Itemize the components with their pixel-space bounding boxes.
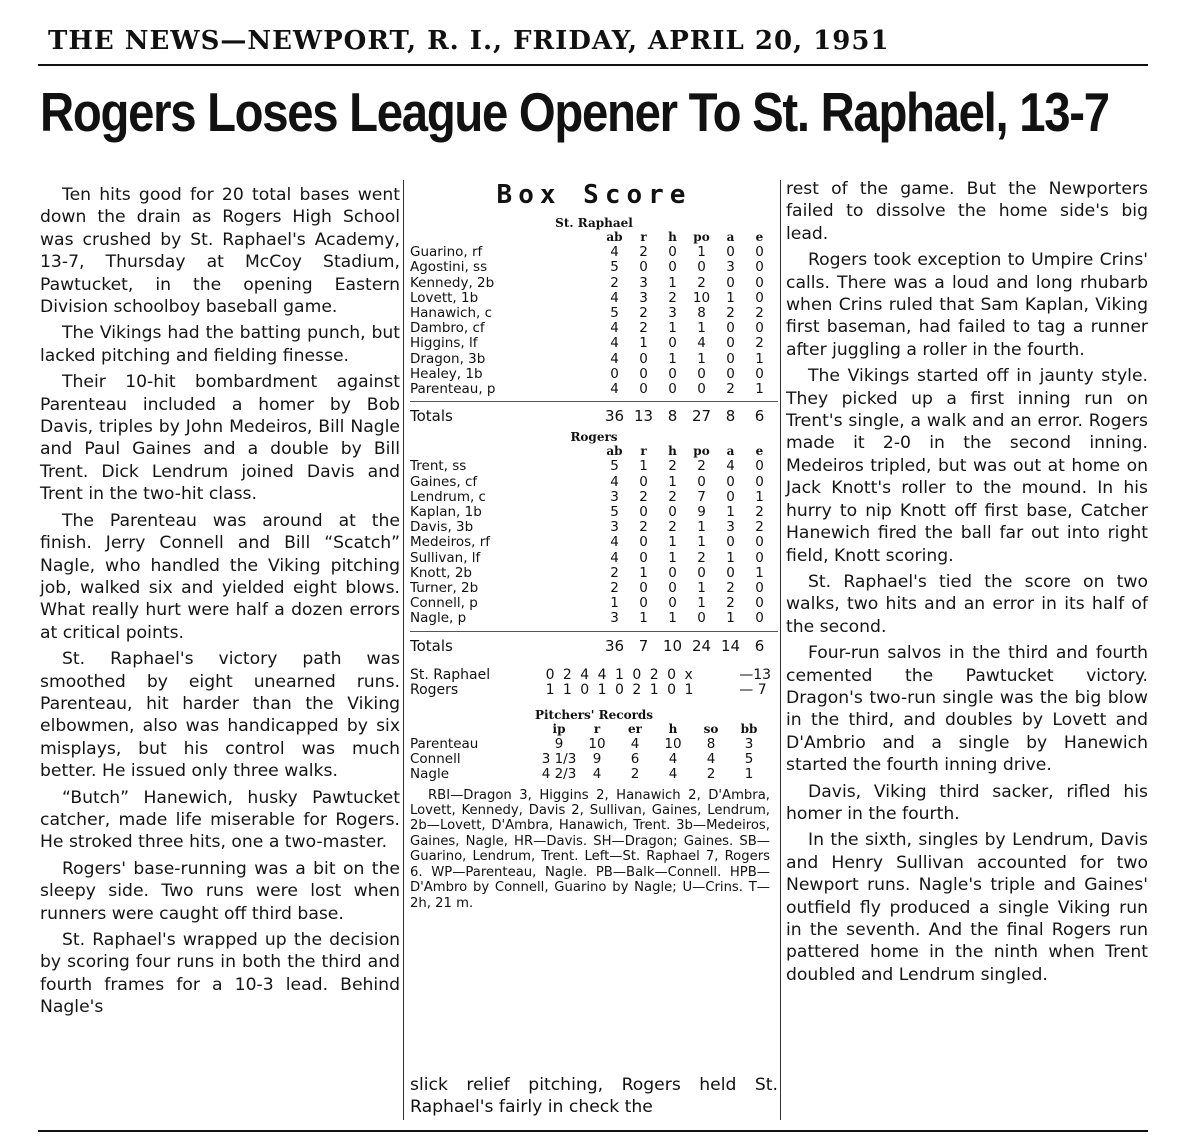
headline: Rogers Loses League Opener To St. Raphael, 13-7	[40, 81, 1109, 143]
player-stat: 1	[726, 504, 735, 521]
totals-stat: 10	[662, 636, 683, 655]
left-paragraph: St. Raphael's wrapped up the decision by scoring four runs in both the third and fourth frames for a 10-3 lead. Behind Nagle's	[40, 930, 400, 1018]
totals-rule	[410, 401, 778, 402]
line-score-team: St. Raphael	[410, 666, 491, 683]
pitcher-stat: 10	[588, 735, 606, 752]
pitcher-row	[410, 767, 778, 782]
player-name: Kaplan, 1b	[410, 504, 482, 521]
player-stat: 4	[697, 335, 706, 352]
player-stat: 0	[668, 244, 677, 261]
player-row	[410, 306, 778, 321]
player-stat: 2	[697, 458, 706, 475]
player-stat: 0	[639, 549, 648, 566]
middle-column-text: slick relief pitching, Rogers held St. Raphael's fairly in check the	[410, 1075, 778, 1118]
left-paragraph: Rogers' base-running was a bit on the sleepy side. Two runs were lost when runners were caught off third base.	[40, 858, 400, 924]
player-stat: 3	[610, 610, 619, 627]
player-name: Parenteau, p	[410, 381, 496, 398]
player-stat: 5	[610, 458, 619, 475]
right-paragraph: rest of the game. But the Newporters failed to dissolve the home side's big lead.	[786, 179, 1148, 244]
pitcher-stat-header: er	[628, 721, 642, 736]
player-stat: 7	[697, 488, 706, 505]
pitcher-stat: 4	[668, 765, 678, 782]
player-row	[410, 596, 778, 611]
box-score-summary: RBI—Dragon 3, Higgins 2, Hanawich 2, D'Ambra, Lovett, Kennedy, Davis 2, Sullivan, Gaines, Lendrum, 2b—Lovett, D'Ambra, Hanawich, Trent. 3b—Medeiros, Gaines, Nagle, HR—Davis. SH—Dragon; Gaines. SB—Guarino, Lendrum, Trent. Left—St. Raphael 7, Rogers 6. WP—Parenteau, Nagle. PB—Balk—Connell. HPB—D'Ambro by Connell, Guarino by Nagle; U—Crins. T—2h, 21 m.	[410, 787, 770, 911]
player-stat: 0	[726, 274, 735, 291]
player-row	[410, 336, 778, 351]
player-stat: 2	[668, 488, 677, 505]
player-stat: 0	[697, 564, 706, 581]
player-stat: 2	[726, 381, 735, 398]
player-name: Medeiros, rf	[410, 534, 491, 551]
player-stat: 4	[610, 289, 619, 306]
player-stat: 4	[726, 458, 735, 475]
player-stat: 1	[697, 519, 706, 536]
player-stat: 0	[726, 488, 735, 505]
player-stat: 0	[755, 274, 764, 291]
pitcher-stat-header: ip	[552, 721, 566, 736]
player-stat: 1	[726, 610, 735, 627]
stat-header-spacer	[410, 444, 600, 459]
player-stat: 0	[668, 259, 677, 276]
player-row	[410, 490, 778, 505]
player-stat: 2	[639, 320, 648, 337]
player-stat: 1	[697, 595, 706, 612]
player-stat: 2	[726, 595, 735, 612]
stat-header: a	[726, 230, 735, 244]
player-row	[410, 505, 778, 520]
player-stat: 4	[610, 549, 619, 566]
player-stat: 0	[697, 473, 706, 490]
player-row	[410, 566, 778, 581]
player-name: Higgins, lf	[410, 335, 478, 352]
line-score-innings: 1 1 0 1 0 2 1 0 1	[545, 681, 696, 698]
pitcher-stat: 9	[554, 735, 564, 752]
player-row	[410, 352, 778, 367]
totals-stat: 7	[638, 636, 649, 655]
player-row	[410, 475, 778, 490]
pitcher-stat: 8	[706, 735, 716, 752]
stat-header: h	[668, 230, 677, 244]
player-stat: 0	[755, 458, 764, 475]
player-stat: 1	[726, 289, 735, 306]
player-stat: 1	[668, 274, 677, 291]
player-stat: 0	[755, 610, 764, 627]
pitcher-stat: 4	[592, 765, 602, 782]
player-stat: 0	[726, 350, 735, 367]
player-row	[410, 367, 778, 382]
left-paragraph: The Vikings had the batting punch, but lacked pitching and fielding finesse.	[40, 323, 400, 366]
player-stat: 0	[697, 365, 706, 382]
player-stat: 8	[697, 305, 706, 322]
player-stat: 0	[639, 504, 648, 521]
pitcher-stat: 4	[630, 735, 640, 752]
player-stat: 0	[639, 365, 648, 382]
right-paragraph: Four-run salvos in the third and fourth cemented the Pawtucket victory. Dragon's two-run single was the big blow in the third, and doubles by Lovett and D'Ambrio and a single by Hanewich started the fourth inning drive.	[786, 643, 1148, 776]
player-row	[410, 245, 778, 260]
player-stat: 0	[755, 473, 764, 490]
pitcher-row	[410, 752, 778, 767]
player-stat: 0	[726, 335, 735, 352]
line-score-innings: 0 2 4 4 1 0 2 0 x	[545, 666, 695, 683]
player-stat: 1	[610, 595, 619, 612]
pitcher-stat: 1	[744, 765, 754, 782]
player-stat: 0	[668, 595, 677, 612]
left-paragraph: Ten hits good for 20 total bases went down the drain as Rogers High School was crushed by St. Raphael's Academy, 13-7, Thursday at McCoy Stadium, Pawtucket, in the opening Eastern Division schoolboy baseball game.	[40, 185, 400, 318]
pitcher-stat: 5	[744, 750, 754, 767]
team-name: Rogers	[570, 430, 618, 445]
player-stat: 2	[668, 289, 677, 306]
left-paragraph: St. Raphael's victory path was smoothed by eight unearned runs. Parenteau, hit harder than the Viking elbowmen, also was handicapped by six misplays, but his control was much better. He issued only three walks.	[40, 649, 400, 782]
totals-stat: 24	[691, 636, 712, 655]
stat-header-row	[410, 230, 778, 245]
player-stat: 2	[639, 488, 648, 505]
player-stat: 0	[697, 610, 706, 627]
pitcher-stat: 3	[744, 735, 754, 752]
totals-stat: 14	[720, 636, 741, 655]
player-row	[410, 611, 778, 626]
pitcher-stat: 2	[706, 765, 716, 782]
pitcher-stat: 4	[706, 750, 716, 767]
player-stat: 2	[755, 519, 764, 536]
player-stat: 2	[755, 305, 764, 322]
player-row	[410, 535, 778, 550]
totals-stat: 8	[725, 407, 736, 426]
player-name: Dambro, cf	[410, 320, 485, 337]
player-stat: 5	[610, 504, 619, 521]
player-stat: 4	[610, 473, 619, 490]
totals-label: Totals	[410, 407, 453, 426]
box-score-teams	[410, 216, 778, 658]
left-column	[40, 184, 400, 1023]
line-score	[410, 668, 778, 698]
pitcher-header-spacer	[410, 722, 540, 737]
player-stat: 0	[639, 534, 648, 551]
player-stat: 1	[668, 350, 677, 367]
player-stat: 4	[610, 320, 619, 337]
player-stat: 0	[697, 259, 706, 276]
pitcher-stat: 4	[668, 750, 678, 767]
player-stat: 2	[697, 274, 706, 291]
right-paragraph: In the sixth, singles by Lendrum, Davis and Henry Sullivan accounted for two Newport runs. Nagle's triple and Gaines' outfield fly produced a single Viking run in the seventh. And the final Rogers run pattered home in the ninth when Trent doubled and Lendrum singled.	[786, 830, 1148, 985]
player-name: Connell, p	[410, 595, 478, 612]
player-stat: 1	[755, 564, 764, 581]
player-stat: 0	[726, 534, 735, 551]
stat-header: h	[668, 444, 677, 459]
player-name: Sullivan, lf	[410, 549, 481, 566]
stat-header: r	[640, 444, 647, 459]
pitcher-header-row	[410, 722, 778, 737]
totals-stat: 6	[754, 636, 765, 655]
player-stat: 1	[668, 610, 677, 627]
stat-header: a	[726, 444, 735, 459]
pitcher-stat: 9	[592, 750, 602, 767]
player-stat: 3	[610, 488, 619, 505]
totals-stat: 27	[691, 407, 712, 426]
stat-header: ab	[606, 444, 623, 459]
pitcher-row	[410, 737, 778, 752]
player-stat: 1	[697, 244, 706, 261]
player-stat: 1	[755, 488, 764, 505]
player-stat: 0	[639, 580, 648, 597]
player-stat: 2	[726, 580, 735, 597]
player-stat: 9	[697, 504, 706, 521]
player-stat: 3	[639, 289, 648, 306]
player-name: Lovett, 1b	[410, 289, 479, 306]
totals-row	[410, 634, 778, 658]
masthead: THE NEWS—NEWPORT, R. I., FRIDAY, APRIL 20, 1951	[48, 26, 890, 56]
player-stat: 0	[668, 504, 677, 521]
player-stat: 0	[726, 473, 735, 490]
pitcher-stat-header: r	[593, 721, 601, 736]
player-row	[410, 551, 778, 566]
player-stat: 0	[726, 564, 735, 581]
pitcher-stat: 6	[630, 750, 640, 767]
player-stat: 0	[726, 365, 735, 382]
player-stat: 1	[697, 320, 706, 337]
player-stat: 0	[755, 320, 764, 337]
player-stat: 2	[668, 519, 677, 536]
player-stat: 5	[610, 305, 619, 322]
pitcher-name: Connell	[410, 750, 461, 767]
pitchers-records-title: Pitchers' Records	[534, 707, 654, 722]
line-score-final: — 7	[739, 681, 767, 698]
player-stat: 0	[755, 259, 764, 276]
player-stat: 0	[639, 259, 648, 276]
pitcher-stat-header: so	[703, 721, 719, 736]
player-stat: 0	[668, 580, 677, 597]
player-stat: 2	[610, 274, 619, 291]
player-stat: 0	[726, 320, 735, 337]
masthead-rule	[38, 64, 1148, 66]
player-stat: 1	[668, 534, 677, 551]
player-stat: 1	[639, 610, 648, 627]
pitcher-stat: 3 1/3	[541, 750, 577, 767]
pitchers-records	[410, 722, 778, 782]
player-stat: 0	[668, 564, 677, 581]
stat-header: ab	[606, 230, 623, 244]
totals-stat: 36	[604, 636, 625, 655]
player-stat: 4	[610, 381, 619, 398]
player-stat: 0	[755, 289, 764, 306]
player-row	[410, 260, 778, 275]
player-name: Agostini, ss	[410, 259, 488, 276]
player-stat: 3	[726, 259, 735, 276]
totals-label: Totals	[410, 636, 453, 655]
player-stat: 0	[755, 365, 764, 382]
stat-header: e	[755, 230, 764, 244]
player-stat: 2	[639, 244, 648, 261]
box-score	[410, 180, 778, 911]
totals-stat: 8	[667, 407, 678, 426]
player-name: Turner, 2b	[410, 580, 479, 597]
player-stat: 0	[639, 350, 648, 367]
player-name: Healey, 1b	[410, 365, 483, 382]
player-stat: 2	[668, 458, 677, 475]
left-paragraph: “Butch” Hanewich, husky Pawtucket catcher, made life miserable for Rogers. He stroked three hits, one a two-master.	[40, 787, 400, 853]
player-name: Kennedy, 2b	[410, 274, 495, 291]
player-stat: 2	[755, 504, 764, 521]
player-stat: 5	[610, 259, 619, 276]
pitcher-name: Parenteau	[410, 735, 479, 752]
player-stat: 1	[668, 549, 677, 566]
player-stat: 1	[726, 549, 735, 566]
player-stat: 0	[755, 595, 764, 612]
line-score-row	[410, 668, 778, 683]
box-score-title: Box Score	[496, 180, 692, 210]
player-name: Hanawich, c	[410, 305, 493, 322]
player-stat: 10	[692, 289, 711, 306]
player-stat: 0	[755, 244, 764, 261]
left-paragraph: Their 10-hit bombardment against Parenteau included a homer by Bob Davis, triples by John Medeiros, Bill Nagle and Paul Gaines and a double by Bill Trent. Dick Lendrum joined Davis and Trent in the two-hit class.	[40, 372, 400, 505]
right-paragraph: St. Raphael's tied the score on two walks, two hits and an error in its half of the second.	[786, 571, 1148, 637]
player-stat: 1	[639, 564, 648, 581]
player-stat: 4	[610, 335, 619, 352]
left-paragraph: The Parenteau was around at the finish. Jerry Connell and Bill “Scatch” Nagle, who handled the Viking pitching job, walked six and yielded eight blows. What really hurt were half a dozen errors at critical points.	[40, 510, 400, 643]
player-stat: 4	[610, 350, 619, 367]
pitcher-stat-header: bb	[740, 721, 758, 736]
player-stat: 2	[755, 335, 764, 352]
totals-stat: 6	[754, 407, 765, 426]
player-stat: 0	[668, 335, 677, 352]
player-stat: 3	[639, 274, 648, 291]
totals-row	[410, 404, 778, 428]
pitcher-name: Nagle	[410, 765, 449, 782]
player-name: Davis, 3b	[410, 519, 474, 536]
pitcher-stat: 10	[664, 735, 682, 752]
player-stat: 2	[697, 549, 706, 566]
player-stat: 1	[755, 350, 764, 367]
player-stat: 1	[639, 458, 648, 475]
right-column	[786, 178, 1148, 990]
player-stat: 0	[697, 381, 706, 398]
player-stat: 1	[639, 335, 648, 352]
stat-header: r	[640, 230, 647, 244]
player-name: Dragon, 3b	[410, 350, 486, 367]
player-stat: 3	[610, 519, 619, 536]
player-row	[410, 276, 778, 291]
stat-header: e	[755, 444, 764, 459]
pitcher-stat-header: h	[668, 721, 678, 736]
pitcher-stat: 2	[630, 765, 640, 782]
player-row	[410, 291, 778, 306]
column-divider	[403, 180, 404, 1120]
player-stat: 0	[610, 365, 619, 382]
player-stat: 0	[755, 549, 764, 566]
player-stat: 0	[755, 534, 764, 551]
player-stat: 1	[697, 350, 706, 367]
player-stat: 0	[726, 244, 735, 261]
player-name: Lendrum, c	[410, 488, 486, 505]
player-name: Gaines, cf	[410, 473, 478, 490]
player-stat: 2	[726, 305, 735, 322]
player-row	[410, 581, 778, 596]
player-row	[410, 382, 778, 397]
player-name: Knott, 2b	[410, 564, 472, 581]
line-score-row	[410, 683, 778, 698]
team-name: St. Raphael	[555, 216, 633, 230]
stat-header: po	[693, 230, 710, 244]
player-name: Trent, ss	[410, 458, 467, 475]
player-stat: 1	[697, 534, 706, 551]
player-stat: 2	[639, 519, 648, 536]
player-stat: 1	[755, 381, 764, 398]
stat-header-row	[410, 444, 778, 459]
totals-stat: 36	[604, 407, 625, 426]
player-stat: 0	[668, 381, 677, 398]
player-stat: 0	[755, 580, 764, 597]
player-stat: 0	[639, 381, 648, 398]
stat-header-spacer	[410, 230, 600, 245]
player-stat: 0	[668, 365, 677, 382]
player-stat: 3	[668, 305, 677, 322]
player-stat: 0	[639, 473, 648, 490]
right-paragraph: Rogers took exception to Umpire Crins' calls. There was a loud and long rhubarb when Crins ruled that Sam Kaplan, Viking first baseman, had failed to tag a runner after juggling a roller in the fourth.	[786, 250, 1148, 360]
player-stat: 3	[726, 519, 735, 536]
player-row	[410, 321, 778, 336]
player-stat: 2	[639, 305, 648, 322]
player-name: Guarino, rf	[410, 244, 483, 261]
player-row	[410, 520, 778, 535]
player-stat: 2	[610, 580, 619, 597]
right-paragraph: The Vikings started off in jaunty style. They picked up a first inning run on Trent's single, a walk and an error. Rogers made it 2-0 in the second inning. Medeiros tripled, but was out at home on Jack Knott's roller to the mound. In his hurry to nip Knott off first base, Catcher Hanewich fired the ball far out into right field, Knott scoring.	[786, 366, 1148, 566]
line-score-final: —13	[739, 666, 772, 683]
bottom-rule	[38, 1130, 1148, 1132]
player-stat: 1	[668, 473, 677, 490]
totals-rule	[410, 631, 778, 632]
player-stat: 1	[668, 320, 677, 337]
right-paragraph: Davis, Viking third sacker, rifled his homer in the fourth.	[786, 781, 1148, 824]
line-score-team: Rogers	[410, 681, 459, 698]
player-stat: 4	[610, 534, 619, 551]
player-stat: 4	[610, 244, 619, 261]
player-row	[410, 459, 778, 474]
column-divider	[780, 180, 781, 1120]
stat-header: po	[693, 444, 710, 459]
player-stat: 2	[610, 564, 619, 581]
player-name: Nagle, p	[410, 610, 467, 627]
player-stat: 0	[639, 595, 648, 612]
player-stat: 1	[697, 580, 706, 597]
pitcher-stat: 4 2/3	[541, 765, 577, 782]
totals-stat: 13	[633, 407, 654, 426]
